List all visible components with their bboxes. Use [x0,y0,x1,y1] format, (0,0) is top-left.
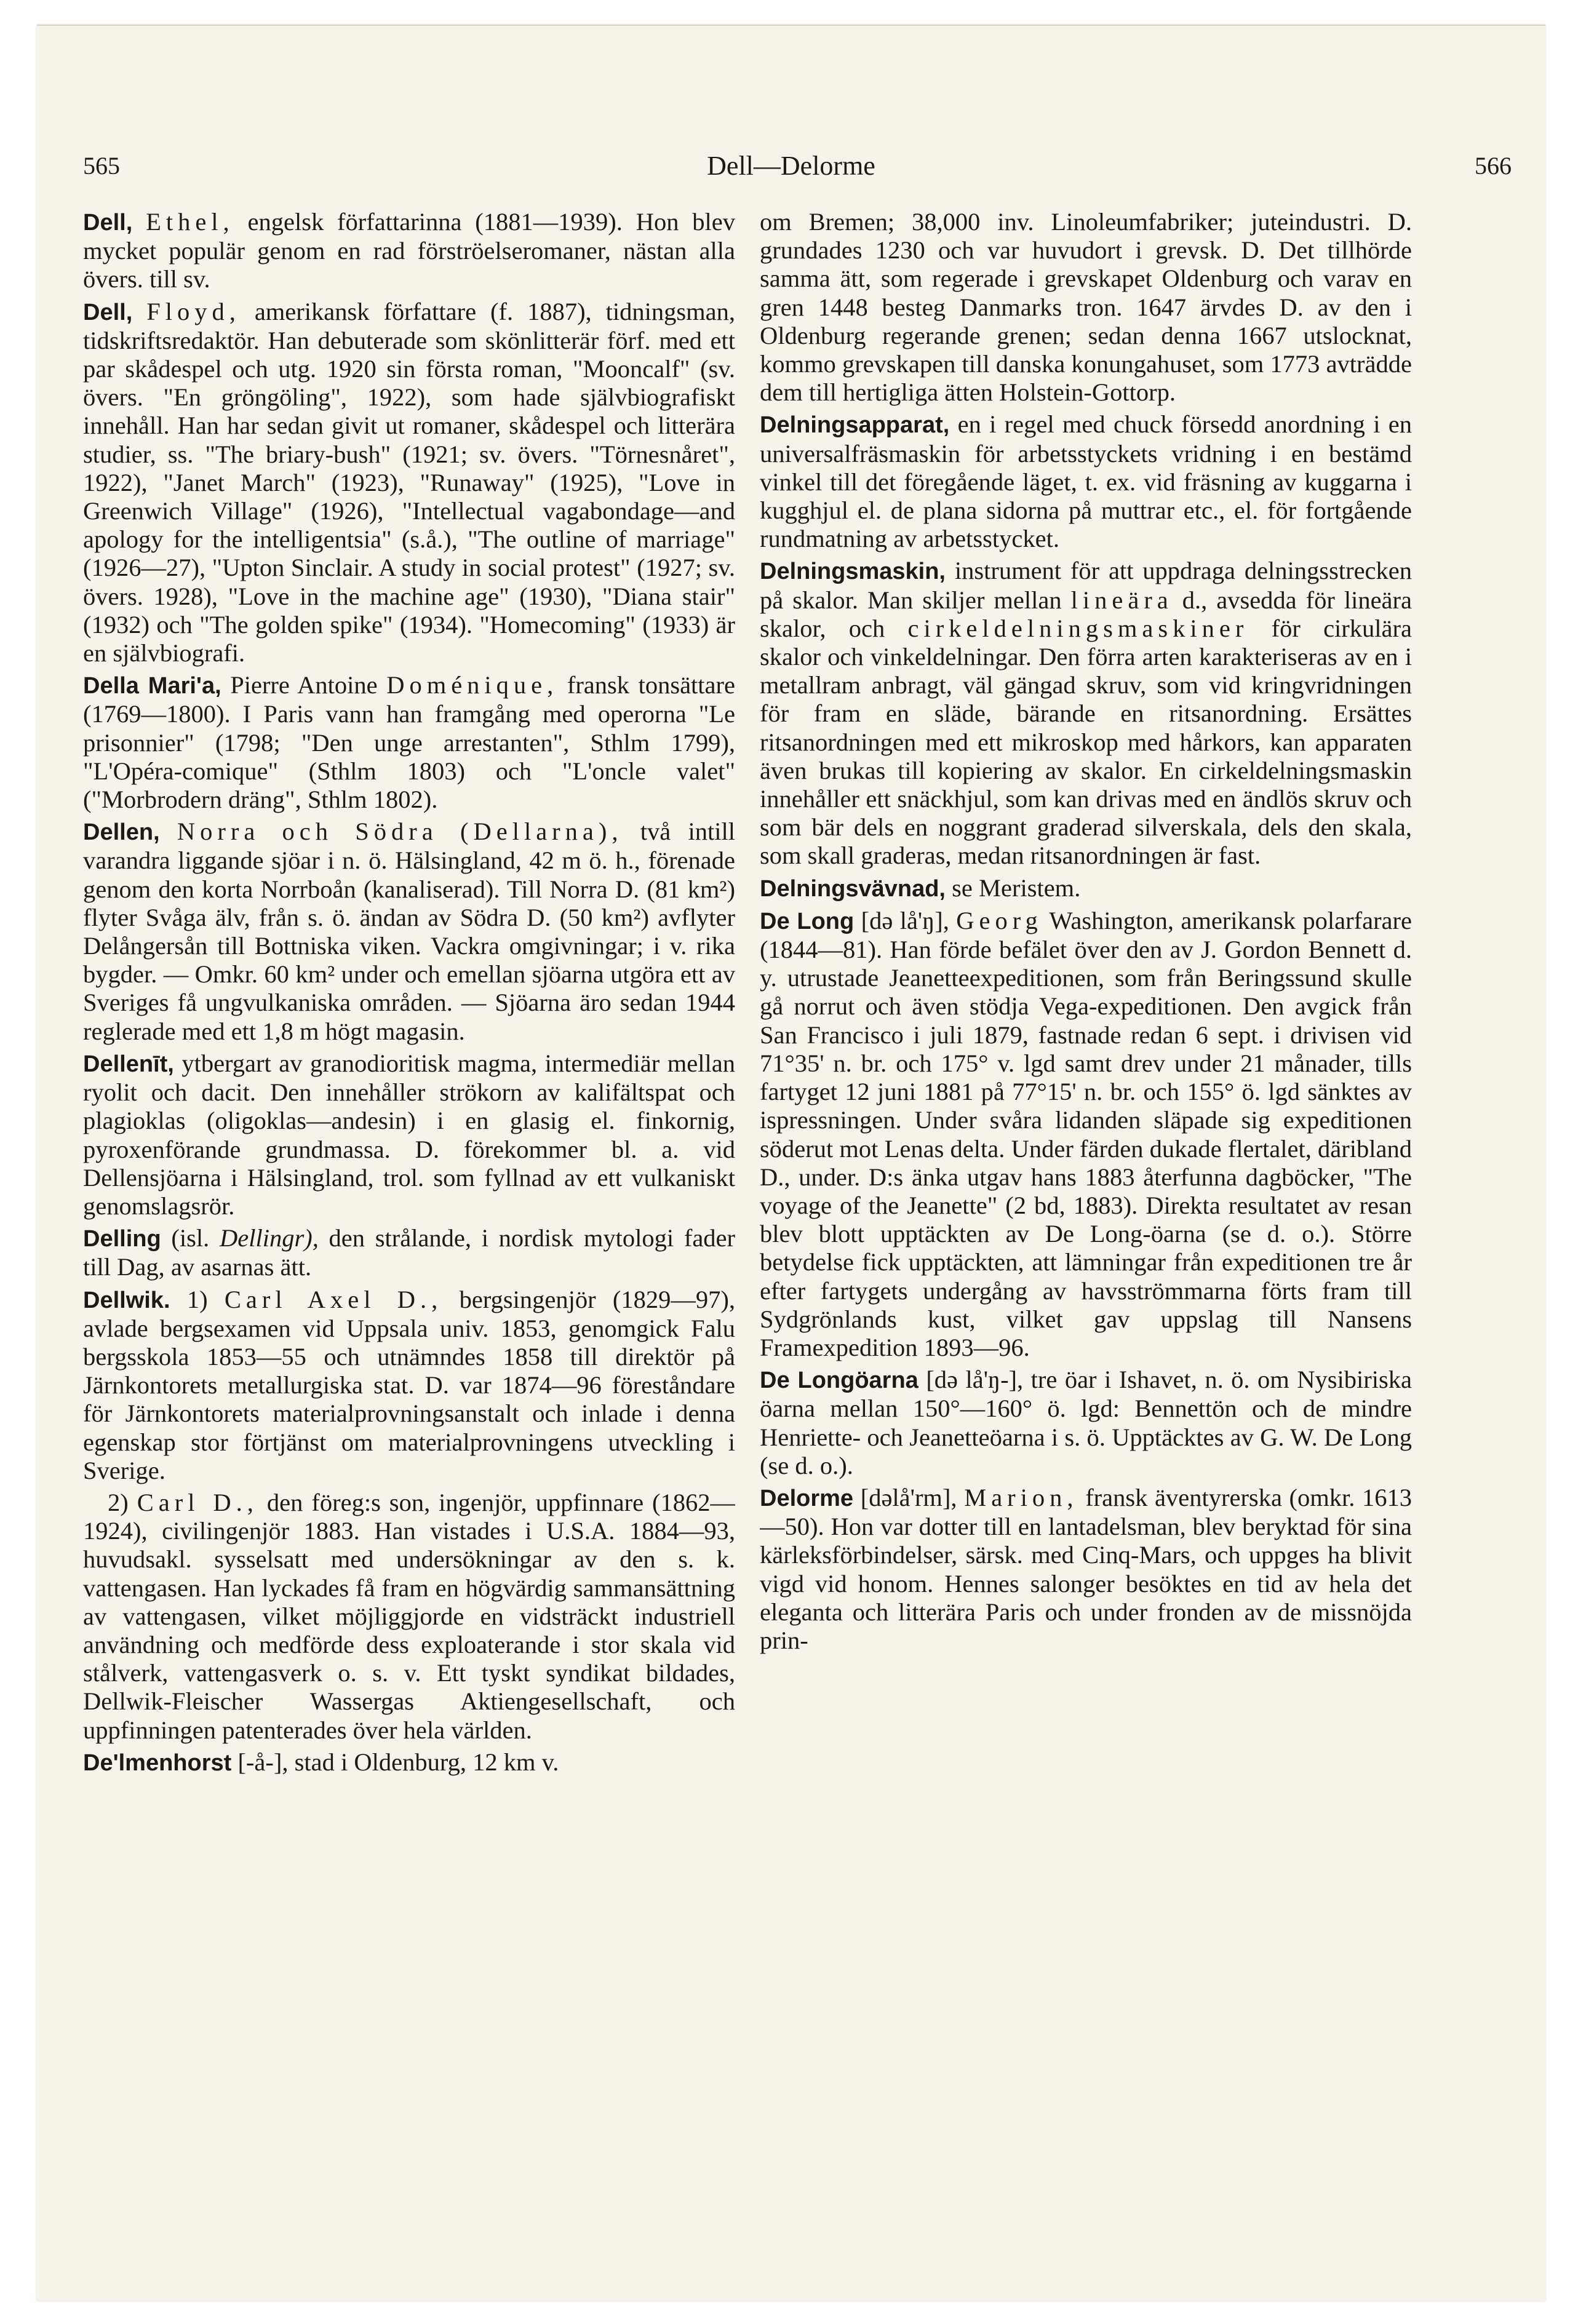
document-page [37,25,1545,2301]
headword: Delningsvävnad, [760,875,946,902]
entry-text: engelsk författarinna (1881—1939). Hon blev mycket populär genom en rad förströelseromaner, nästan alla övers. till sv. [83,208,735,293]
pronunciation: [də lå'ŋ], [861,906,949,934]
entry-delningsvavnad [760,874,1412,903]
entry-dellwik [83,1286,735,1485]
entry-text: fransk äventyrerska (omkr. 1613—50). Hon var dotter till en lantadelsman, blev beryktad för sina kärleksförbindelser, särsk. med Cinq-Mars, och uppges ha blivit vigd vid honom. Hennes salonger besöktes en tid av hela det eleganta och litterära Paris och under fronden av de missnöjda prin- [760,1483,1412,1654]
subentry-number: 2) [108,1488,129,1516]
spaced-name: Carl D., [137,1488,258,1516]
given-names: Pierre Antoine [230,671,378,699]
entry-text: för cirkulära skalor och vinkeldelningar. Den förra arten karakteriseras av en i metallram anbragt, väl gängad skruv, som vid kringvridningen för fram en släde, bärande en ritsanordning. Ersättes ritsanordningen med ett mikroskop med hårkors, kan apparaten även brukas till kopiering av skalor. En cirkeldelningsmaskin innehåller ett snäckhjul, som kan drivas med en ändlös skruv och som bär dels en noggrant graderad silverskala, dels den skala, som skall graderas, medan ritsanordningen är fast. [760,614,1412,870]
spaced-name: Georg [956,906,1043,934]
left-column [83,208,735,2275]
entry-dellen [83,818,735,1046]
etymology-prefix: (isl. [171,1224,210,1252]
entry-delorme [760,1484,1412,1655]
headword: Delningsapparat, [760,412,950,439]
entry-text: instrument för att uppdraga delningsstrecken på skalor. Man skiljer mellan [760,557,1412,614]
headword: Delorme [760,1485,854,1511]
entry-text: [-å-], stad i Oldenburg, 12 km v. [237,1748,559,1776]
entry-delling [83,1224,735,1281]
entry-dellwik-2 [83,1489,735,1745]
headword: Delningsmaskin, [760,559,946,585]
spaced-name: Norra och Södra (Dellarna), [177,818,623,846]
headword: De Longöarna [760,1367,918,1394]
entry-delmenhorst [83,1748,735,1777]
entry-text: [də lå'ŋ-], tre öar i Ishavet, n. ö. om Nysibiriska öarna mellan 150°—160° ö. lgd: Bennettön och de mindre Henriette- och Jeanetteöarna i s. ö. Upptäcktes av G. W. De Long (se d. o.). [760,1366,1412,1479]
entry-delningsapparat [760,410,1412,553]
entry-text: om Bremen; 38,000 inv. Linoleumfabriker; juteindustri. D. grundades 1230 och var huvudort i grevsk. D. Det tillhörde samma ätt, som regerade i grevskapet Oldenburg och varav en gren 1448 besteg Danmarks tron. 1647 ärvdes D. av den i Oldenburg regerande grenen; sedan denna 1667 utslocknat, kommo grevskapen till danska konungahuset, som 1773 avträdde dem till hertigliga ätten Holstein-Gottorp. [760,208,1412,407]
entry-text: ytbergart av granodioritisk magma, intermediär mellan ryolit och dacit. Den innehåller strökorn av kalifältspat och plagioklas (oligoklas—andesin) i en glasig el. finkornig, pyroxenförande grundmassa. D. förekommer bl. a. vid Dellensjöarna i Hälsingland, trol. som fyllnad av ett vulkaniskt genomslagsrör. [83,1049,735,1220]
entry-de-longoarna [760,1366,1412,1480]
spaced-name: Doménique, [386,671,559,699]
headword: Dellenīt, [83,1051,174,1077]
entry-delningsmaskin [760,557,1412,870]
entry-text: Washington, amerikansk polarfarare (1844—81). Han förde befälet över den av J. Gordon Bennett d. y. utrustade Jeanetteexpeditionen, som från Beringssund skulle gå norrut och även stödja Vega-expeditionen. Den avgick från San Francisco i juli 1879, fastnade redan 6 sept. i drivisen vid 71°35' n. br. och 175° v. lgd samt drev under 21 månader, tills fartyget 12 juni 1881 på 77°15' n. br. och 155° ö. lgd sänktes av ispressningen. Under svåra lidanden släpade sig expeditionen söderut mot Lenas delta. Under färden dukade flertalet, däribland D., under. D:s änka utgav hans 1883 återfunna dagböcker, "The voyage of the Jeanette" (2 bd, 1883). Direkta resultatet av resan blev blott upptäckten av De Long-öarna (se d. o.). Större betydelse fick upptäckten, att lämningar från expeditionen tre år efter fartygets undergång av havsströmmarna förts fram till Sydgrönlands kust, vilket gav uppslag till Nansens Framexpedition 1893—96. [760,906,1412,1361]
pronunciation: [dəlå'rm], [860,1483,957,1511]
entry-text: d., avsedda för lineära skalor, och [760,586,1412,642]
right-column [760,208,1412,2275]
headword: Dell, [83,299,133,325]
page-number-left: 565 [83,152,120,180]
entry-de-long [760,907,1412,1362]
headword: Delling [83,1226,161,1252]
entry-text: två intill varandra liggande sjöar i n. ö. Hälsingland, 42 m ö. h., förenade genom den korta Norrboån (kanaliserad). Till Norra D. (81 km²) flyter Svåga älv, från s. ö. ändan av Södra D. (50 km²) avflyter Delångersån till Bottniska viken. Vackra omgivningar; i v. rika bygder. — Omkr. 60 km² under och emellan sjöarna utgöra ett av Sveriges få ungvulkaniska områden. — Sjöarna äro sedan 1944 reglerade med ett 1,8 m högt magasin. [83,818,735,1045]
headword: Dell, [83,210,133,236]
entry-text: en i regel med chuck försedd anordning i en universalfräsmaskin för arbetsstyckets vridning i en bestämd vinkel till det föregående läget, t. ex. vid fräsning av kuggarna i kugghjul el. de plana sidorna på muttrar etc., el. för fortgående rundmatning av arbetsstycket. [760,410,1412,553]
entry-text: fransk tonsättare (1769—1800). I Paris vann han framgång med operorna "Le prisonnier" (1798; "Den unge arrestanten", Sthlm 1799), "L'Opéra-comique" (Sthlm 1803) och "L'oncle valet" ("Morbrodern dräng", Sthlm 1802). [83,671,735,814]
entry-della-maria [83,671,735,814]
etymology-word: Dellingr), [219,1224,319,1252]
spaced-term: cirkeldelningsmaskiner [907,614,1249,642]
entry-delmenhorst-continued [760,208,1412,407]
entry-dellenit [83,1049,735,1220]
spaced-name: Carl Axel D., [224,1285,443,1313]
headword: Dellen, [83,819,160,846]
entry-text: amerikansk författare (f. 1887), tidningsman, tidskriftsredaktör. Han debuterade som skönlitterär förf. med ett par skådespel och utg. 1920 sin första roman, "Mooncalf" (sv. övers. "En gröngöling", 1922), som hade självbiografiskt innehåll. Han har sedan givit ut romaner, skådespel och litterära studier, ss. "The briary-bush" (1921; sv. övers. "Törnesnåret", 1922), "Janet March" (1923), "Runaway" (1925), "Love in Greenwich Village" (1926), "Intellectual vagabondage—and apology for the intelligentsia" (s.å.), "The outline of marriage" (1926—27), "Upton Sinclair. A study in social protest" (1927; sv. övers. 1928), "Love in the machine age" (1930), "Diana stair" (1932) och "The golden spike" (1934). "Homecoming" (1933) är en självbiografi. [83,297,735,667]
spaced-term: lineära [1070,586,1173,614]
page-edge-line [37,25,1545,26]
headword: De Long [760,908,855,934]
subentry-number: 1) [186,1285,208,1313]
entry-dell-ethel [83,208,735,294]
entry-text: se Meristem. [952,873,1081,902]
spaced-name: Floyd, [146,297,241,325]
entry-dell-floyd [83,298,735,668]
entry-text: den strålande, i nordisk mytologi fader till Dag, av asarnas ätt. [83,1224,735,1281]
entry-text: den föreg:s son, ingenjör, uppfinnare (1862—1924), civilingenjör 1883. Han vistades i U.S.A. 1884—93, huvudsakl. sysselsatt med undersökningar av den s. k. vattengasen. Han lyckades få fram en högvärdig sammansättning av vattengasen, vilket möjliggjorde en vidsträckt industriell användning och medförde dess exploaterande i stor skala vid stålverk, vattengasverk o. s. v. Ett tyskt syndikat bildades, Dellwik-Fleischer Wassergas Aktiengesellschaft, och uppfinningen patenterades över hela världen. [83,1488,735,1744]
entry-text: bergsingenjör (1829—97), avlade bergsexamen vid Uppsala univ. 1853, genomgick Falu bergsskola 1853—55 och utnämndes 1858 till direktör på Järnkontorets metallurgiska stat. D. var 1874—96 föreståndare för Järnkontorets materialprovningsanstalt och inlade i denna egenskap stor förtjänst om materialprovningens utveckling i Sverige. [83,1285,735,1484]
spaced-name: Marion, [964,1483,1078,1511]
running-head: Dell—Delorme [707,151,875,181]
headword: Della Mari'a, [83,673,221,699]
page-number-right: 566 [1475,152,1512,180]
headword: De'lmenhorst [83,1749,232,1776]
spaced-name: Ethel, [146,208,234,236]
headword: Dellwik. [83,1287,170,1313]
